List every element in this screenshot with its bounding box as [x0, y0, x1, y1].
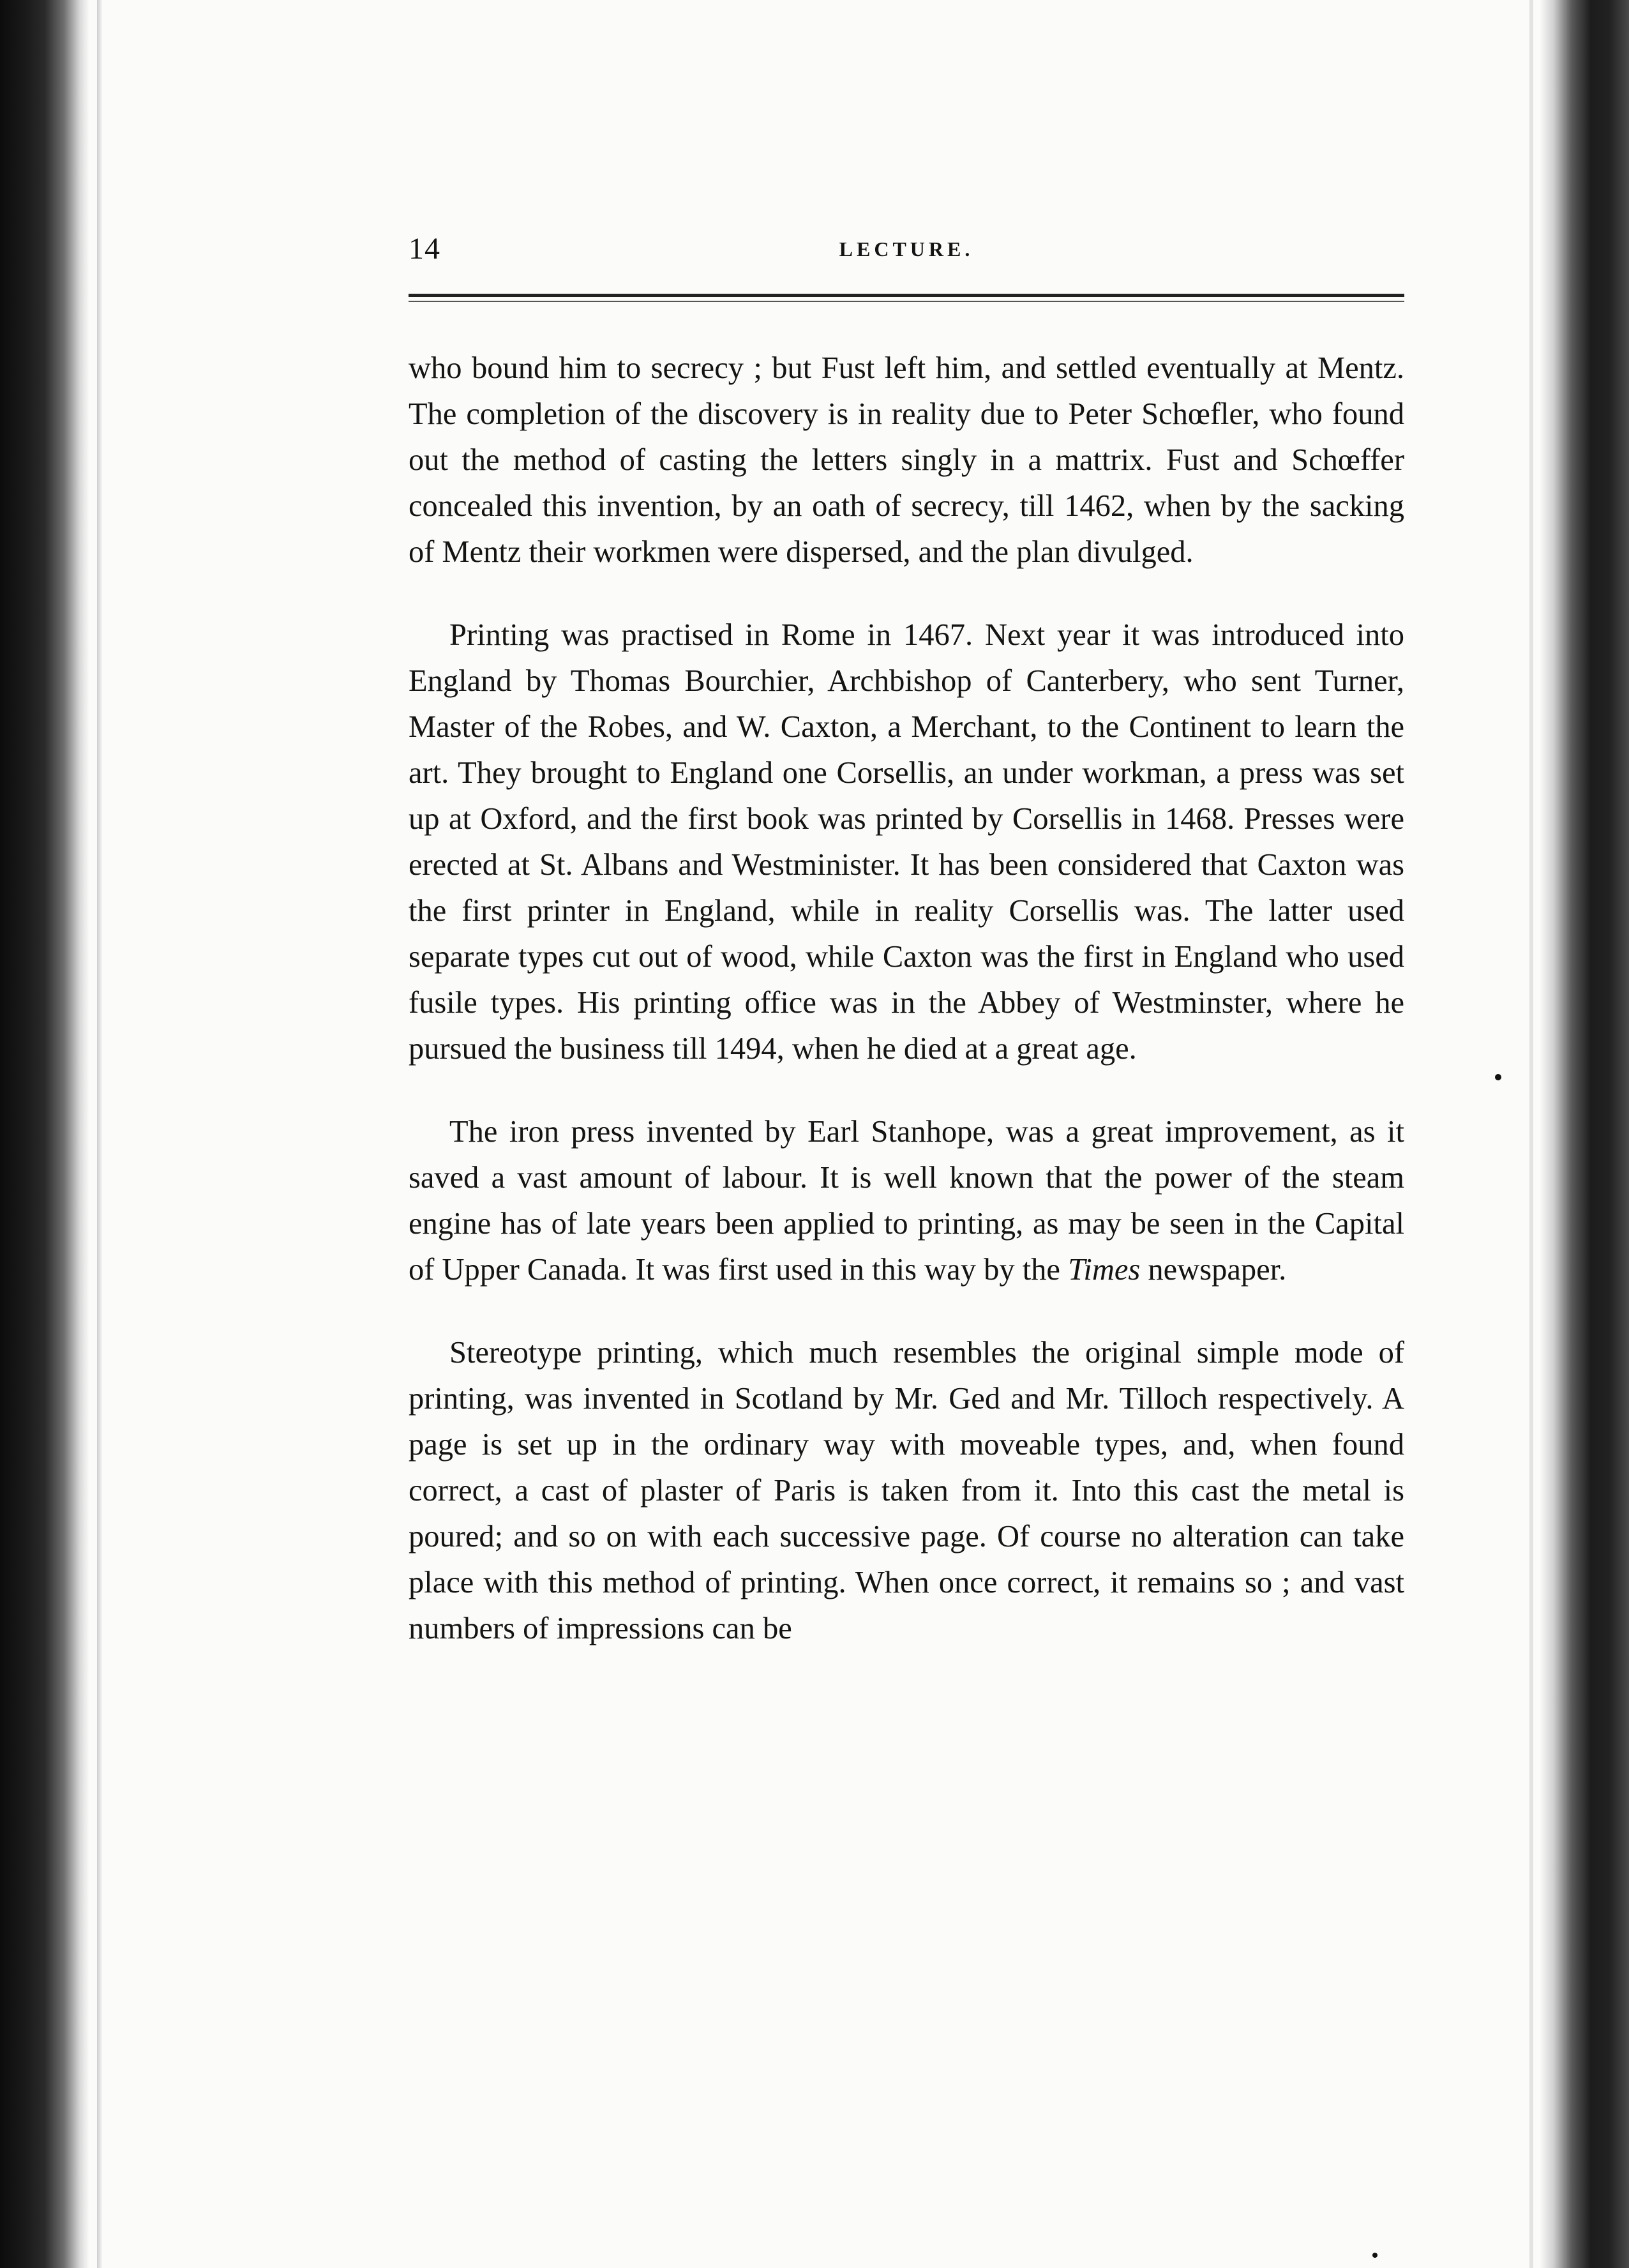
- binding-shadow-right: [1540, 0, 1629, 2268]
- paragraph-3: The iron press invented by Earl Stanhope, was a great improvement, as it saved a vast amount of labour. It is well known that the power of the steam engine has of late years been applied to printing, as may be seen in the Capital of Upper Canada. It was first used in this way by the Times newspaper.: [409, 1115, 1404, 1287]
- page-number: 14: [409, 232, 440, 266]
- paragraph-4: Stereotype printing, which much resembles the original simple mode of printing, was invented in Scotland by Mr. Ged and Mr. Tilloch respectively. A page is set up in the ordinary way with moveable types, and, when found correct, a cast of plaster of Paris is taken from it. Into this cast the metal is poured; and so on with each successive page. Of course no alteration can take place with this method of printing. When once correct, it remains so ; and vast numbers of impressions can be: [409, 1336, 1404, 1645]
- paragraph-1: who bound him to secrecy ; but Fust left him, and settled eventually at Mentz. The completion of the discovery is in reality due to Peter Schœfler, who found out the method of casting the letters singly in a mattrix. Fust and Schœffer concealed this invention, by an oath of secrecy, till 1462, when by the sacking of Mentz their workmen were dispersed, and the plan divulged.: [409, 351, 1404, 569]
- binding-shadow-left: [0, 0, 89, 2268]
- running-title: LECTURE.: [839, 238, 974, 261]
- page-edge-left: [97, 0, 102, 2268]
- header-rule: [409, 294, 1404, 297]
- header-rule-thin: [409, 301, 1404, 302]
- paragraph-2: Printing was practised in Rome in 1467. Next year it was introduced into England by Thomas Bourchier, Archbishop of Canterbery, who sent Turner, Master of the Robes, and W. Caxton, a Merchant, to the Continent to learn the art. They brought to England one Corsellis, an under workman, a press was set up at Oxford, and the first book was printed by Corsellis in 1468. Presses were erected at St. Albans and Westminister. It has been considered that Caxton was the first printer in England, while in reality Corsellis was. The latter used separate types cut out of wood, while Caxton was the first in England who used fusile types. His printing office was in the Abbey of Westminster, where he pursued the business till 1494, when he died at a great age.: [409, 618, 1404, 1066]
- page-edge-right: [1529, 0, 1533, 2268]
- ink-speck: [1495, 1074, 1501, 1080]
- ink-speck: [1372, 2253, 1378, 2258]
- newspaper-title: Times: [1068, 1253, 1141, 1287]
- page-content: [409, 230, 1404, 1652]
- running-head: [409, 230, 1404, 275]
